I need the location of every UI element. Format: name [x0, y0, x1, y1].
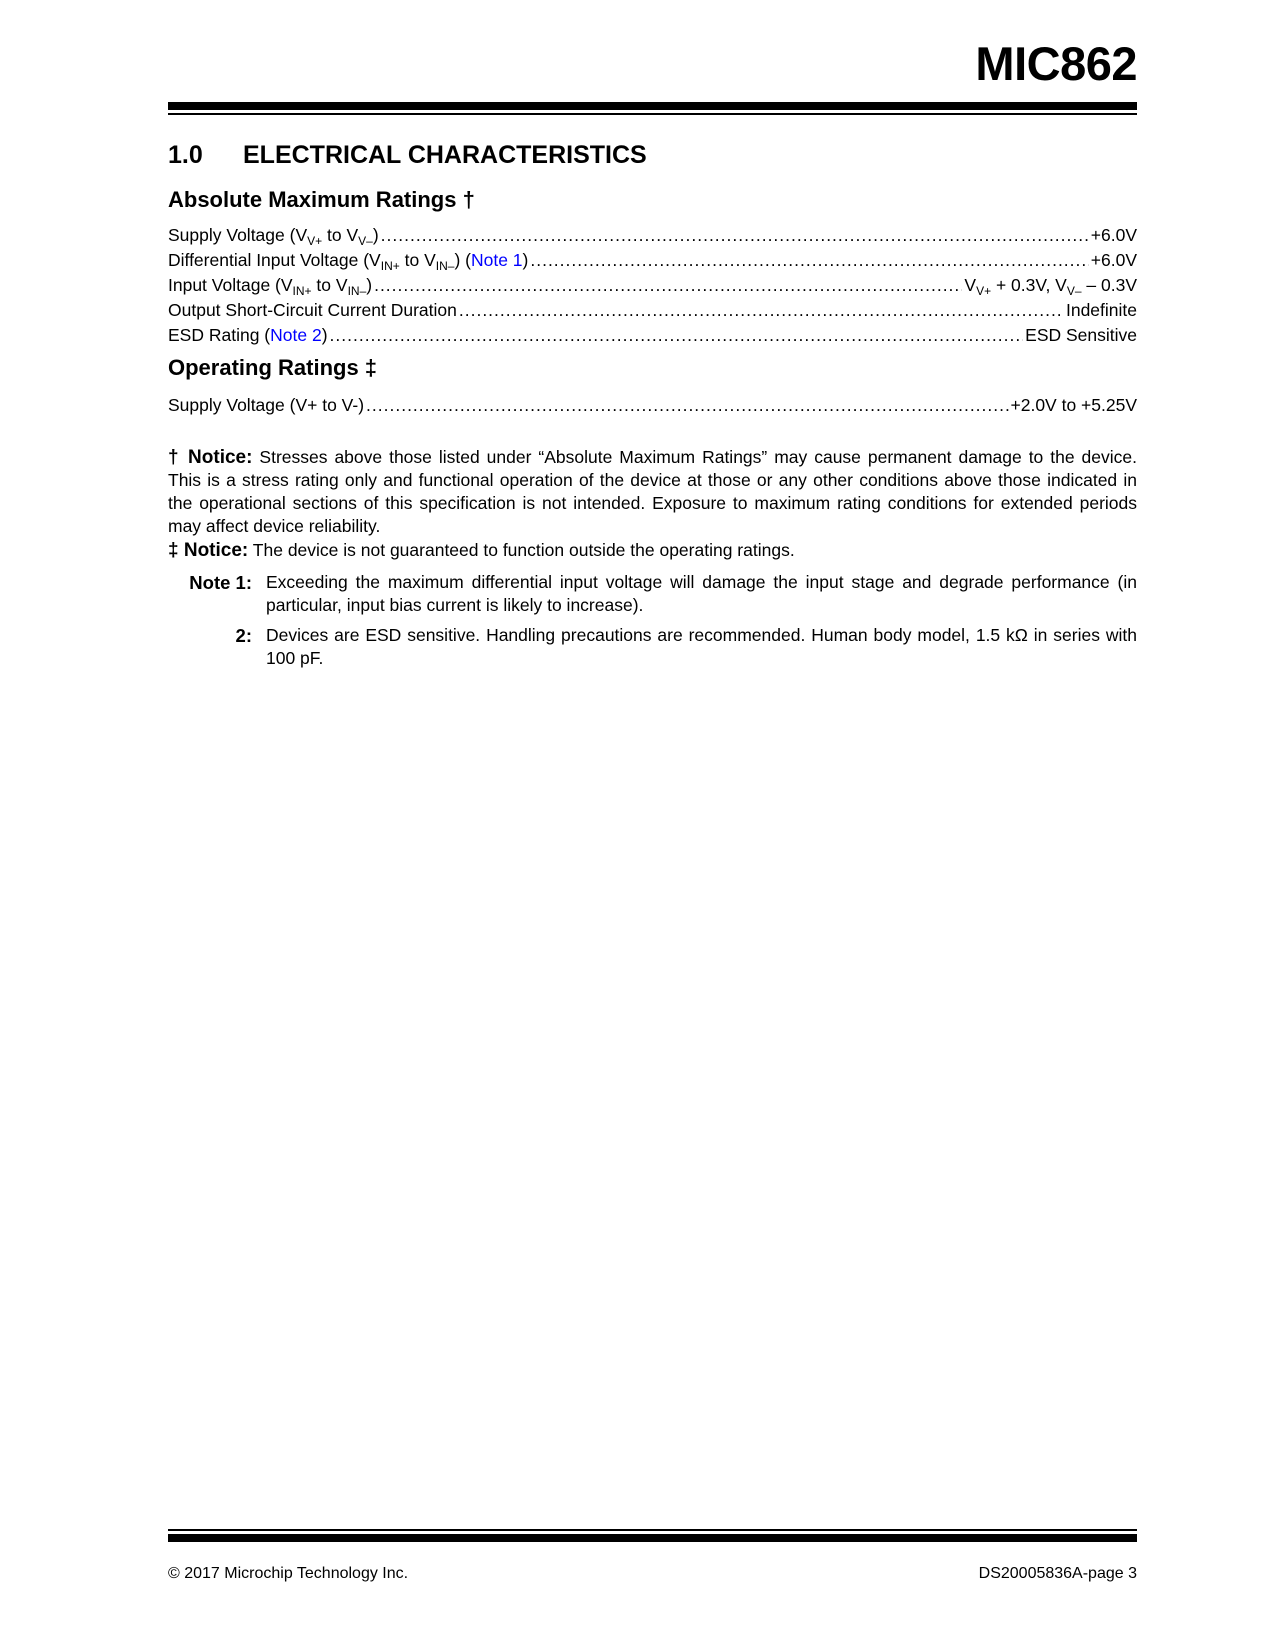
footer-rule-thick	[168, 1534, 1137, 1542]
notice-mark: ‡ Notice:	[168, 540, 249, 561]
absolute-max-list	[168, 223, 1137, 348]
note-text: Exceeding the maximum differential input voltage will damage the input stage and degrade performance (in particular, input bias current is likely to increase).	[266, 572, 1137, 615]
document-title: MIC862	[975, 37, 1137, 90]
note-text: Devices are ESD sensitive. Handling precautions are recommended. Human body model, 1.5 kΩ in series with 100 pF.	[266, 625, 1137, 668]
rating-label: Input Voltage ($V_{IN+}$ to $V_{IN-}$)	[168, 275, 373, 298]
section-number: 1.0	[168, 141, 203, 169]
footer-copyright: © 2017 Microchip Technology Inc.	[168, 1565, 409, 1582]
note-label: 2:	[235, 625, 252, 646]
note-2-link[interactable]: Note 2	[270, 325, 322, 345]
rating-value: +2.0V to +5.25V	[1010, 395, 1137, 415]
note-1-link[interactable]: Note 1	[470, 250, 523, 270]
section-heading	[168, 141, 647, 170]
dot-leader	[530, 248, 1088, 273]
operating-ratings-list	[168, 393, 1137, 418]
rating-row-esd	[168, 323, 1137, 348]
rating-value: +6.0V	[1090, 225, 1137, 245]
rating-label: Output Short-Circuit Current Duration	[168, 300, 457, 320]
dot-leader	[330, 323, 1024, 348]
dagger-notice	[168, 446, 1137, 538]
dot-leader	[374, 273, 962, 298]
rating-label: Supply Voltage ($V_{V+}$ to $V_{V-}$)	[168, 225, 379, 248]
double-dagger-notice	[168, 539, 1137, 562]
notice-mark: † Notice:	[168, 447, 253, 468]
rating-row-input-voltage	[168, 273, 1137, 298]
header-rule-thick	[168, 102, 1137, 110]
rating-row-operating-supply	[168, 393, 1137, 418]
rating-row-supply-voltage	[168, 223, 1137, 248]
operating-ratings-heading: Operating Ratings ‡	[168, 355, 378, 380]
rating-label: ESD Rating (Note 2)	[168, 325, 328, 345]
footer-page-number: DS20005836A-page 3	[978, 1565, 1137, 1582]
rating-label: Differential Input Voltage ($V_{IN+}$ to $V_{IN-}$) (Note 1)	[168, 250, 529, 273]
rating-row-short-circuit	[168, 298, 1137, 323]
rating-label: Supply Voltage (V+ to V-)	[168, 395, 365, 415]
rating-value: $V_{V+} + 0.3V$, $V_{V-} - 0.3V$	[964, 275, 1137, 298]
absolute-max-heading: Absolute Maximum Ratings †	[168, 187, 475, 212]
note-label: Note 1:	[189, 572, 252, 593]
dot-leader	[381, 223, 1089, 248]
rating-value: +6.0V	[1090, 250, 1137, 270]
notice-text: The device is not guaranteed to function outside the operating ratings.	[252, 540, 795, 560]
rating-value: ESD Sensitive	[1025, 325, 1137, 345]
dot-leader	[459, 298, 1064, 323]
rating-value: Indefinite	[1065, 300, 1137, 320]
dot-leader	[366, 393, 1008, 418]
header-rule-thin	[168, 113, 1137, 115]
section-title: ELECTRICAL CHARACTERISTICS	[243, 141, 647, 169]
notice-text: Stresses above those listed under “Absolute Maximum Ratings” may cause permanent damage to the device. This is a stress rating only and functional operation of the device at those or any other conditions above those indicated in the operational sections of this specification is not intended. Exposure to maximum rating conditions for extended periods may affect device reliability.	[168, 447, 1137, 536]
rating-row-differential-input	[168, 248, 1137, 273]
footer-rule-thin	[168, 1529, 1137, 1531]
